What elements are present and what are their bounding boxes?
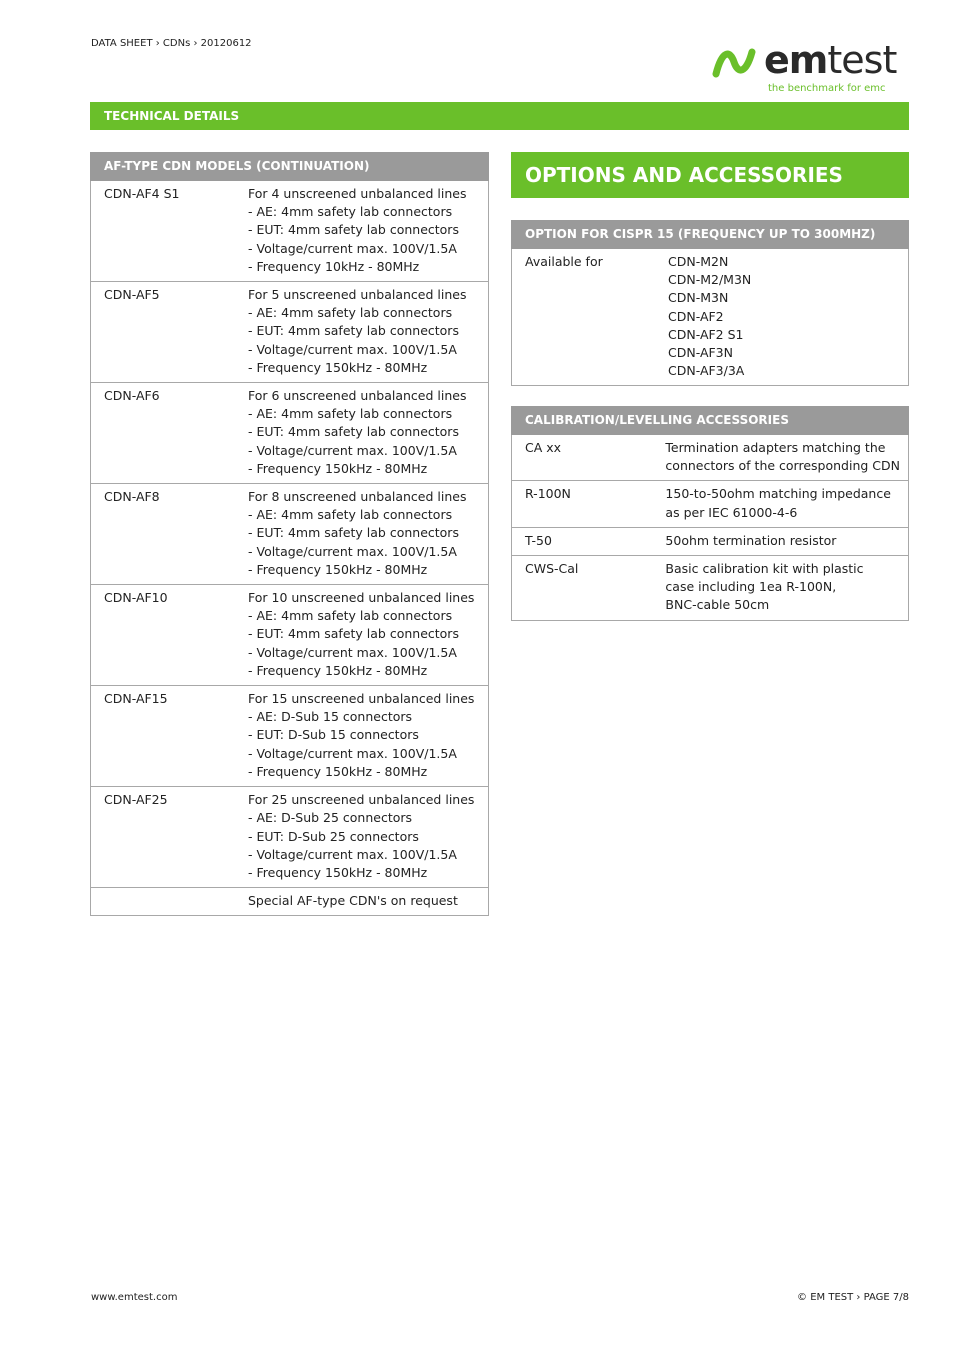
row-label xyxy=(91,888,249,916)
model-item: CDN-AF2 xyxy=(668,308,724,324)
row-description xyxy=(665,527,908,555)
description-line: For 6 unscreened unbalanced lines xyxy=(248,388,467,404)
options-heading: OPTIONS AND ACCESSORIES xyxy=(511,152,909,198)
table-row xyxy=(91,787,489,888)
description-line: - EUT: 4mm safety lab connectors xyxy=(248,323,459,339)
row-label: CDN-AF15 xyxy=(91,686,249,787)
description-line: - AE: 4mm safety lab connectors xyxy=(248,204,453,220)
description-line: - EUT: D-Sub 25 connectors xyxy=(248,828,419,844)
description-line: For 5 unscreened unbalanced lines xyxy=(248,287,467,303)
model-item: CDN-M3N xyxy=(668,290,729,306)
row-description xyxy=(248,585,489,686)
model-item: CDN-M2/M3N xyxy=(668,272,752,288)
description-line: - AE: 4mm safety lab connectors xyxy=(248,406,453,422)
table-row xyxy=(91,484,489,585)
description-line: connectors of the corresponding CDN xyxy=(665,458,900,474)
description-line: - Voltage/current max. 100V/1.5A xyxy=(248,341,457,357)
row-description xyxy=(248,383,489,484)
table-row xyxy=(91,282,489,383)
table-title: CALIBRATION/LEVELLING ACCESSORIES xyxy=(512,407,909,435)
description-line: - Frequency 10kHz - 80MHz xyxy=(248,258,420,274)
description-line: - Voltage/current max. 100V/1.5A xyxy=(248,644,457,660)
table-title: AF-TYPE CDN MODELS (CONTINUATION) xyxy=(91,153,489,181)
description-line: - Frequency 150kHz - 80MHz xyxy=(248,460,428,476)
row-label: CDN-AF5 xyxy=(91,282,249,383)
table-row xyxy=(91,686,489,787)
description-line: For 8 unscreened unbalanced lines xyxy=(248,489,467,505)
description-line: - EUT: 4mm safety lab connectors xyxy=(248,626,459,642)
cispr-option-table xyxy=(511,220,909,386)
row-description xyxy=(248,282,489,383)
description-line: Special AF-type CDN's on request xyxy=(248,893,458,909)
footer-page: © EM TEST › PAGE 7/8 xyxy=(797,1292,909,1303)
description-line: For 10 unscreened unbalanced lines xyxy=(248,590,475,606)
af-type-cdn-table xyxy=(90,152,489,916)
row-label: CDN-AF25 xyxy=(91,787,249,888)
model-item: CDN-AF2 S1 xyxy=(668,326,744,342)
description-line: - Frequency 150kHz - 80MHz xyxy=(248,763,428,779)
description-line: - Voltage/current max. 100V/1.5A xyxy=(248,240,457,256)
description-line: - Frequency 150kHz - 80MHz xyxy=(248,561,428,577)
row-label: CDN-AF10 xyxy=(91,585,249,686)
description-line: - EUT: D-Sub 15 connectors xyxy=(248,727,419,743)
table-row xyxy=(91,383,489,484)
description-line: 50ohm termination resistor xyxy=(665,532,837,548)
description-line: - Frequency 150kHz - 80MHz xyxy=(248,662,428,678)
table-row xyxy=(91,888,489,916)
row-description xyxy=(248,787,489,888)
row-label: CA xx xyxy=(512,435,666,481)
table-row xyxy=(512,556,909,621)
description-line: For 4 unscreened unbalanced lines xyxy=(248,186,467,201)
logo-wordmark: emtest xyxy=(764,38,897,82)
description-line: - AE: D-Sub 15 connectors xyxy=(248,709,413,725)
emtest-wave-icon xyxy=(712,46,762,80)
table-row xyxy=(512,435,909,481)
row-label: T-50 xyxy=(512,527,666,555)
description-line: - EUT: 4mm safety lab connectors xyxy=(248,525,459,541)
description-line: - Frequency 150kHz - 80MHz xyxy=(248,864,428,880)
description-line: For 15 unscreened unbalanced lines xyxy=(248,691,475,707)
row-description xyxy=(665,435,908,481)
row-label: CDN-AF8 xyxy=(91,484,249,585)
logo-tagline: the benchmark for emc xyxy=(768,83,886,94)
description-line: Termination adapters matching the xyxy=(665,440,886,455)
row-label: CDN-AF6 xyxy=(91,383,249,484)
row-label: CWS-Cal xyxy=(512,556,666,621)
description-line: BNC-cable 50cm xyxy=(665,597,770,613)
breadcrumb: DATA SHEET › CDNs › 20120612 xyxy=(91,38,252,49)
table-title: OPTION FOR CISPR 15 (FREQUENCY UP TO 300MHZ) xyxy=(512,221,909,249)
description-line: - Voltage/current max. 100V/1.5A xyxy=(248,846,457,862)
table-row xyxy=(91,585,489,686)
description-line: Basic calibration kit with plastic xyxy=(665,561,864,577)
model-item: CDN-M2N xyxy=(668,254,729,269)
row-label: R-100N xyxy=(512,481,666,527)
description-line: - AE: 4mm safety lab connectors xyxy=(248,305,453,321)
row-values xyxy=(668,249,909,386)
row-description xyxy=(248,888,489,916)
description-line: - Frequency 150kHz - 80MHz xyxy=(248,359,428,375)
description-line: - EUT: 4mm safety lab connectors xyxy=(248,222,459,238)
row-description xyxy=(248,181,489,282)
table-row xyxy=(512,527,909,555)
description-line: - EUT: 4mm safety lab connectors xyxy=(248,424,459,440)
table-row xyxy=(512,249,909,386)
description-line: For 25 unscreened unbalanced lines xyxy=(248,792,475,808)
model-item: CDN-AF3N xyxy=(668,345,733,361)
description-line: 150-to-50ohm matching impedance xyxy=(665,486,891,502)
row-description xyxy=(665,556,908,621)
calibration-accessories-table xyxy=(511,406,909,621)
row-label: CDN-AF4 S1 xyxy=(91,181,249,282)
table-row xyxy=(512,481,909,527)
row-description xyxy=(248,686,489,787)
description-line: case including 1ea R-100N, xyxy=(665,579,837,595)
description-line: - AE: 4mm safety lab connectors xyxy=(248,608,453,624)
model-item: CDN-AF3/3A xyxy=(668,363,745,379)
table-row xyxy=(91,181,489,282)
description-line: as per IEC 61000-4-6 xyxy=(665,504,798,520)
description-line: - AE: D-Sub 25 connectors xyxy=(248,810,413,826)
description-line: - Voltage/current max. 100V/1.5A xyxy=(248,745,457,761)
description-line: - Voltage/current max. 100V/1.5A xyxy=(248,543,457,559)
row-description xyxy=(665,481,908,527)
emtest-logo xyxy=(712,40,912,100)
description-line: - Voltage/current max. 100V/1.5A xyxy=(248,442,457,458)
description-line: - AE: 4mm safety lab connectors xyxy=(248,507,453,523)
row-description xyxy=(248,484,489,585)
footer-website: www.emtest.com xyxy=(91,1292,178,1303)
row-label: Available for xyxy=(512,249,669,386)
section-title: TECHNICAL DETAILS xyxy=(90,102,909,130)
